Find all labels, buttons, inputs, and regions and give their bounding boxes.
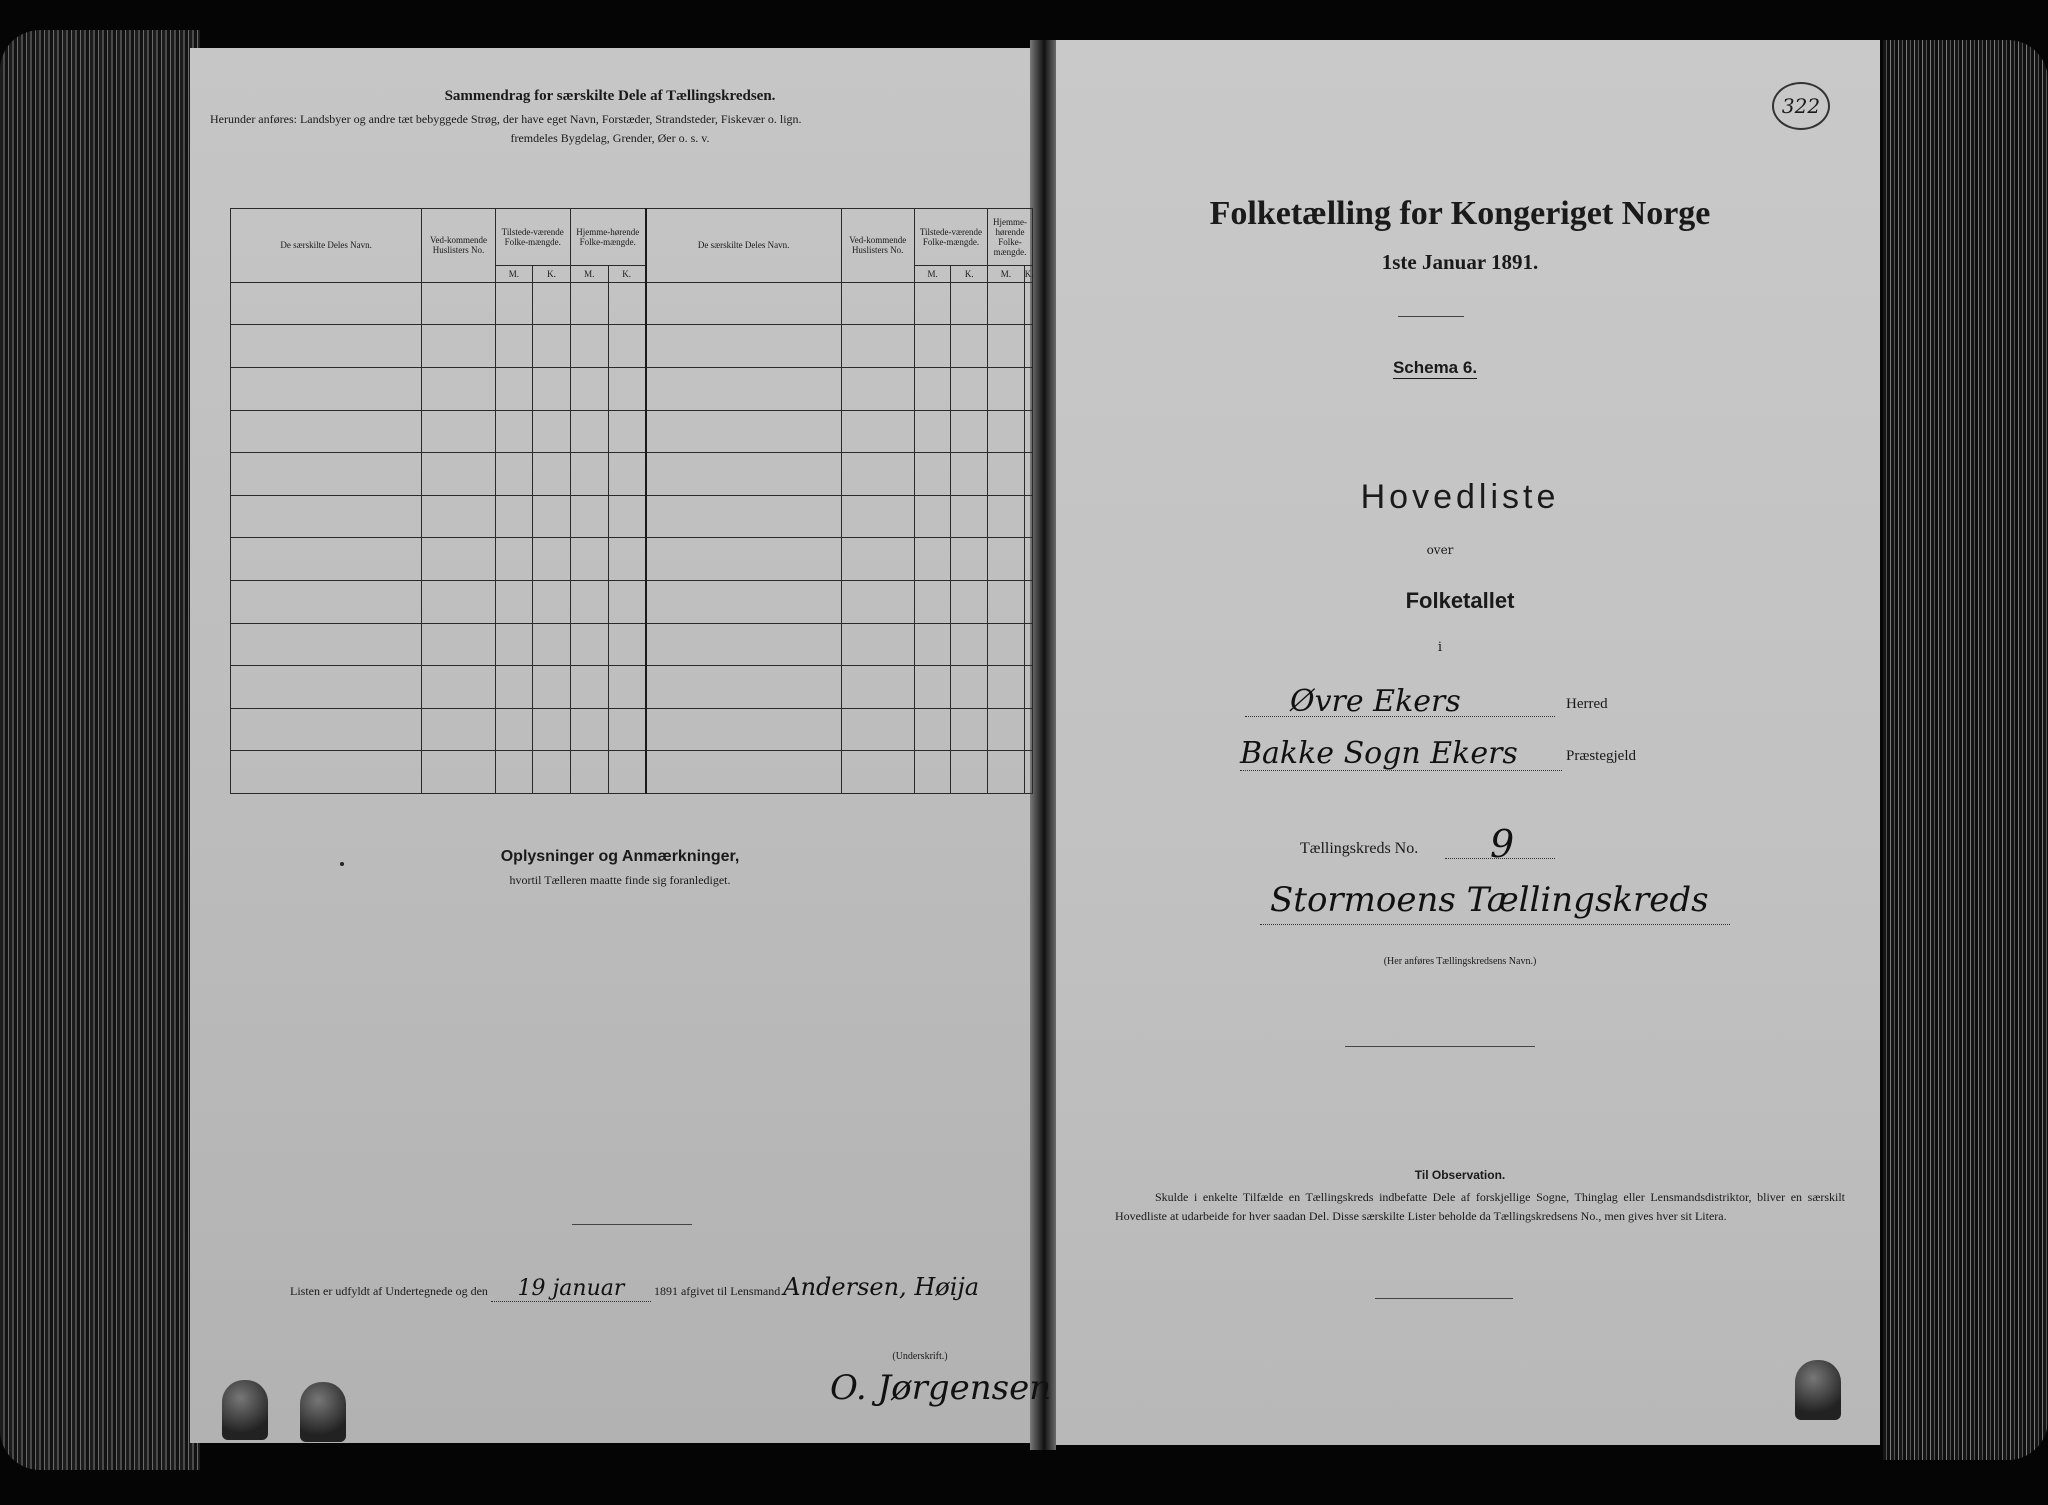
col-header-name: De særskilte Deles Navn.: [231, 209, 422, 283]
table-cell: [841, 580, 914, 623]
table-cell: [608, 453, 646, 496]
table-cell: [1024, 751, 1032, 794]
table-row: [231, 708, 1033, 751]
table-cell: [533, 367, 571, 410]
table-cell: [951, 623, 988, 666]
table-cell: [951, 367, 988, 410]
observation-title: Til Observation.: [1414, 1168, 1506, 1182]
book-clasp-right: [1795, 1360, 1841, 1420]
table-cell: [988, 453, 1025, 496]
table-cell: [533, 708, 571, 751]
table-cell: [570, 410, 608, 453]
table-cell: [1024, 282, 1032, 325]
table-cell: [608, 580, 646, 623]
table-cell: [570, 538, 608, 581]
col-header-k: K.: [608, 266, 646, 283]
table-cell: [646, 666, 841, 709]
prestegjeld-label: Præstegjeld: [1566, 748, 1636, 764]
table-cell: [1024, 708, 1032, 751]
table-cell: [951, 410, 988, 453]
table-cell: [422, 623, 495, 666]
table-cell: [231, 708, 422, 751]
table-cell: [988, 623, 1025, 666]
observation-text: Skulde i enkelte Tilfælde en Tællingskreds indbefatte Dele af forskjellige Sogne, Thinglag eller Lensmandsdistriktor, bliver en særskilt Hovedliste at udarbeide for hver saadan Del. Disse særskilte Lister beholde da Tællingskredsens No., men gives hver sit Litera.: [1115, 1190, 1845, 1223]
col-header-tilstede-2: Tilstede-værende Folke-mængde.: [914, 209, 987, 266]
table-cell: [914, 367, 951, 410]
table-cell: [533, 495, 571, 538]
table-cell: [422, 708, 495, 751]
table-cell: [951, 282, 988, 325]
table-cell: [608, 666, 646, 709]
kreds-name-hint: (Her anføres Tællingskredsens Navn.): [1383, 956, 1537, 967]
table-cell: [231, 666, 422, 709]
table-cell: [495, 367, 533, 410]
table-cell: [608, 410, 646, 453]
col-header-hjemme-2: Hjemme-hørende Folke-mængde.: [988, 209, 1033, 266]
table-cell: [914, 751, 951, 794]
table-cell: [646, 538, 841, 581]
table-cell: [988, 495, 1025, 538]
table-cell: [646, 325, 841, 368]
table-cell: [988, 410, 1025, 453]
table-cell: [841, 410, 914, 453]
table-cell: [914, 495, 951, 538]
remarks-title: Oplysninger og Anmærkninger,: [500, 848, 740, 865]
table-cell: [570, 325, 608, 368]
table-row: [231, 282, 1033, 325]
table-cell: [988, 708, 1025, 751]
table-cell: [570, 708, 608, 751]
table-row: [231, 453, 1033, 496]
table-cell: [646, 580, 841, 623]
over-text: over: [1426, 543, 1454, 557]
col-header-m: M.: [570, 266, 608, 283]
table-cell: [495, 751, 533, 794]
col-header-m: M.: [495, 266, 533, 283]
kreds-navn-field-line: [1260, 924, 1730, 925]
table-cell: [951, 453, 988, 496]
table-row: [231, 751, 1033, 794]
summary-table: [230, 208, 1033, 794]
table-cell: [914, 453, 951, 496]
book-clasp-left-1: [222, 1380, 268, 1440]
col-header-name-2: De særskilte Deles Navn.: [646, 209, 841, 283]
col-header-m: M.: [988, 266, 1025, 283]
table-cell: [841, 325, 914, 368]
table-cell: [422, 282, 495, 325]
table-cell: [495, 538, 533, 581]
table-cell: [841, 495, 914, 538]
table-cell: [988, 282, 1025, 325]
delivery-year-text: 1891 afgivet til Lensmand: [653, 1284, 781, 1298]
table-cell: [533, 538, 571, 581]
herred-label: Herred: [1566, 696, 1608, 712]
table-cell: [841, 751, 914, 794]
table-cell: [570, 580, 608, 623]
delivery-date: 19 januar: [491, 1276, 651, 1302]
table-cell: [533, 453, 571, 496]
table-cell: [608, 538, 646, 581]
book-gutter: [1030, 40, 1056, 1450]
table-cell: [231, 325, 422, 368]
table-row: [231, 495, 1033, 538]
table-cell: [495, 410, 533, 453]
table-cell: [914, 580, 951, 623]
table-cell: [646, 453, 841, 496]
table-cell: [608, 282, 646, 325]
table-cell: [422, 453, 495, 496]
table-cell: [646, 495, 841, 538]
table-cell: [422, 751, 495, 794]
table-cell: [951, 666, 988, 709]
table-cell: [533, 666, 571, 709]
table-cell: [951, 751, 988, 794]
table-cell: [533, 282, 571, 325]
table-cell: [914, 708, 951, 751]
table-cell: [988, 325, 1025, 368]
ink-dot: [340, 862, 344, 866]
table-cell: [608, 623, 646, 666]
table-cell: [231, 751, 422, 794]
table-cell: [608, 708, 646, 751]
table-cell: [231, 495, 422, 538]
col-header-m: M.: [914, 266, 951, 283]
table-cell: [422, 580, 495, 623]
table-cell: [1024, 325, 1032, 368]
divider-line: [1398, 316, 1464, 317]
col-header-husliste-2: Ved-kommende Huslisters No.: [841, 209, 914, 283]
table-cell: [570, 367, 608, 410]
table-cell: [646, 367, 841, 410]
table-row: [231, 580, 1033, 623]
remarks-subtitle: hvortil Tælleren maatte finde sig foranlediget.: [509, 873, 731, 887]
table-cell: [495, 495, 533, 538]
table-cell: [1024, 580, 1032, 623]
kreds-name: Stormoens Tællingskreds: [1270, 880, 1709, 920]
table-cell: [951, 580, 988, 623]
table-cell: [495, 623, 533, 666]
summary-subtitle-2: fremdeles Bygdelag, Grender, Øer o. s. v.: [510, 131, 710, 145]
table-cell: [570, 453, 608, 496]
table-cell: [231, 367, 422, 410]
table-cell: [1024, 538, 1032, 581]
census-date: 1ste Januar 1891.: [1381, 250, 1539, 274]
table-cell: [914, 623, 951, 666]
col-header-husliste: Ved-kommende Huslisters No.: [422, 209, 495, 283]
table-cell: [231, 453, 422, 496]
table-cell: [1024, 666, 1032, 709]
divider-line: [1345, 1046, 1535, 1047]
table-cell: [533, 410, 571, 453]
table-cell: [231, 538, 422, 581]
summary-title: Sammendrag for særskilte Dele af Tællingskredsen.: [444, 88, 776, 104]
table-cell: [495, 282, 533, 325]
table-cell: [914, 325, 951, 368]
table-cell: [570, 751, 608, 794]
summary-subtitle: Herunder anføres: Landsbyer og andre tæt bebyggede Strøg, der have eget Navn, Forstæder, Strandsteder, Fiskevær o. lign.: [210, 112, 802, 126]
divider-line: [572, 1224, 692, 1225]
table-cell: [608, 495, 646, 538]
table-cell: [841, 623, 914, 666]
table-cell: [422, 538, 495, 581]
table-cell: [646, 751, 841, 794]
folketallet-heading: Folketallet: [1405, 588, 1515, 613]
table-cell: [841, 666, 914, 709]
page-number: 322: [1772, 82, 1830, 130]
table-cell: [951, 708, 988, 751]
divider-line: [1375, 1298, 1513, 1299]
kreds-label: Tællingskreds No.: [1300, 840, 1419, 857]
table-row: [231, 623, 1033, 666]
table-cell: [608, 367, 646, 410]
table-cell: [988, 538, 1025, 581]
col-header-k: K.: [951, 266, 988, 283]
table-cell: [841, 708, 914, 751]
col-header-hjemme: Hjemme-hørende Folke-mængde.: [570, 209, 645, 266]
table-cell: [422, 666, 495, 709]
enumerator-signature: O. Jørgensen: [830, 1368, 1052, 1408]
kreds-number: 9: [1490, 822, 1515, 866]
table-cell: [570, 666, 608, 709]
table-cell: [608, 325, 646, 368]
table-cell: [422, 495, 495, 538]
delivery-statement: [290, 1273, 1030, 1302]
col-header-tilstede: Tilstede-værende Folke-mængde.: [495, 209, 570, 266]
table-cell: [608, 751, 646, 794]
table-cell: [646, 708, 841, 751]
prestegjeld-value: Bakke Sogn Ekers: [1240, 736, 1518, 771]
table-row: [231, 410, 1033, 453]
table-cell: [951, 495, 988, 538]
book-edge-right: [1883, 40, 2048, 1460]
table-cell: [646, 410, 841, 453]
table-cell: [951, 538, 988, 581]
table-cell: [231, 410, 422, 453]
table-row: [231, 325, 1033, 368]
table-cell: [1024, 623, 1032, 666]
table-cell: [495, 453, 533, 496]
table-cell: [646, 623, 841, 666]
table-cell: [533, 325, 571, 368]
table-cell: [988, 666, 1025, 709]
col-header-k: K.: [533, 266, 571, 283]
table-cell: [1024, 367, 1032, 410]
table-cell: [1024, 495, 1032, 538]
table-cell: [231, 580, 422, 623]
table-cell: [570, 282, 608, 325]
table-cell: [914, 410, 951, 453]
table-cell: [533, 751, 571, 794]
lensmand-name: Andersen, Høija: [783, 1273, 980, 1301]
herred-value: Øvre Ekers: [1290, 684, 1461, 719]
delivery-statement-text: Listen er udfyldt af Undertegnede og den: [290, 1284, 488, 1298]
table-cell: [914, 282, 951, 325]
table-cell: [1024, 410, 1032, 453]
table-cell: [951, 325, 988, 368]
table-cell: [1024, 453, 1032, 496]
table-row: [231, 538, 1033, 581]
table-cell: [914, 538, 951, 581]
col-header-k: K.: [1024, 266, 1032, 283]
table-cell: [495, 580, 533, 623]
table-cell: [646, 282, 841, 325]
table-cell: [841, 282, 914, 325]
i-text: i: [1437, 640, 1443, 655]
table-cell: [495, 708, 533, 751]
table-cell: [231, 282, 422, 325]
table-cell: [231, 623, 422, 666]
table-cell: [422, 325, 495, 368]
table-cell: [841, 538, 914, 581]
table-cell: [422, 367, 495, 410]
signature-label: (Underskrift.): [892, 1351, 948, 1362]
table-cell: [988, 751, 1025, 794]
table-cell: [495, 325, 533, 368]
table-cell: [988, 367, 1025, 410]
table-cell: [988, 580, 1025, 623]
schema-label: Schema 6.: [1392, 358, 1478, 377]
table-cell: [841, 453, 914, 496]
census-title: Folketælling for Kongeriget Norge: [1209, 195, 1711, 232]
hovedliste-heading: Hovedliste: [1360, 478, 1560, 516]
table-cell: [533, 623, 571, 666]
table-cell: [495, 666, 533, 709]
book-clasp-left-2: [300, 1382, 346, 1442]
table-row: [231, 666, 1033, 709]
table-cell: [422, 410, 495, 453]
book-edge-left: [0, 30, 200, 1470]
table-row: [231, 367, 1033, 410]
table-cell: [570, 495, 608, 538]
table-cell: [841, 367, 914, 410]
table-cell: [570, 623, 608, 666]
table-cell: [533, 580, 571, 623]
table-cell: [914, 666, 951, 709]
summary-table-body: [231, 282, 1033, 793]
